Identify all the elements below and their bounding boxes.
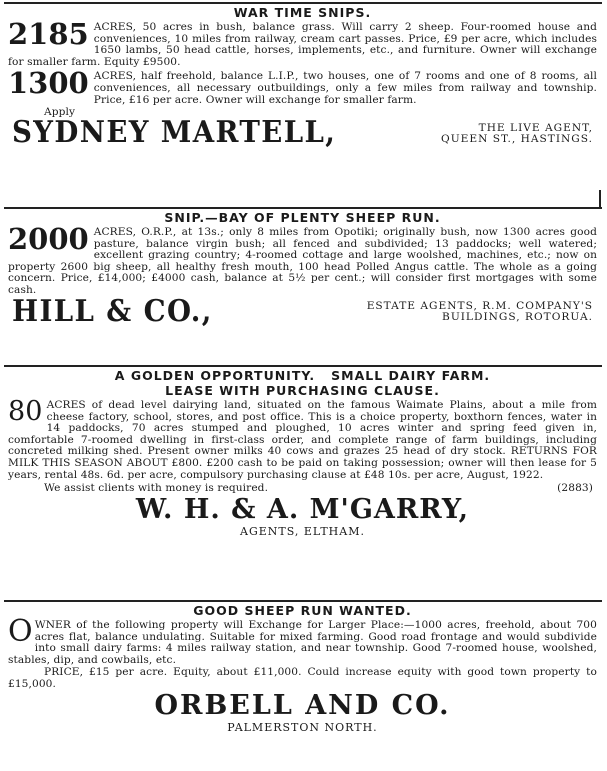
ad-golden-opportunity (8, 368, 597, 538)
ad3-assist-row (8, 483, 597, 495)
ad1-agent-line2: QUEEN ST., HASTINGS. (441, 132, 593, 145)
ad2-agent-name: HILL & CO., (12, 293, 213, 329)
rule-2 (4, 365, 602, 367)
ad4-listing (8, 614, 597, 666)
ad3-agent-line1: AGENTS, ELTHAM. (240, 525, 365, 539)
ad2-agent-address (367, 301, 593, 323)
ad1-acreage-1: 2185 (8, 17, 89, 51)
rule-3 (4, 600, 602, 602)
ad1-agent-address (441, 123, 593, 145)
ad3-agent-name: W. H. & A. M'GARRY, (135, 494, 470, 526)
ad1-listing-1 (8, 17, 597, 68)
side-rule (599, 190, 601, 208)
ad3-acreage: 80 (8, 396, 43, 427)
ad1-heading: WAR TIME SNIPS. (233, 5, 372, 20)
ad1-apply: Apply (44, 106, 76, 119)
ad1-agent (8, 114, 597, 151)
ad2-listing (8, 222, 597, 297)
ad2-heading: SNIP.—BAY OF PLENTY SHEEP RUN. (164, 210, 441, 225)
ad2-agent-line2: BUILDINGS, ROTORUA. (442, 310, 593, 323)
ad1-agent-name: SYDNEY MARTELL, (12, 114, 337, 150)
ad3-heading-2: LEASE WITH PURCHASING CLAUSE. (165, 383, 440, 398)
ad1-text-2: ACRES, half freehold, balance L.I.P., two houses, one of 7 rooms and one of 8 rooms, all conveniences, all necessary outbuildings, only a few miles from railway and township. Price, £16 per acre. Owner will exchange for smaller farm. (93, 70, 597, 106)
ad-bay-of-plenty (8, 210, 597, 329)
ad3-assist: We assist clients with money is required. (44, 482, 269, 495)
ad4-drop-cap: O (8, 614, 33, 649)
rule-1 (4, 207, 602, 209)
ad4-text-2: PRICE, £15 per acre. Equity, about £11,000. Could increase equity with good town property to £15,000. (8, 666, 597, 690)
ad2-agent (8, 293, 597, 329)
ad3-ref: (2883) (557, 482, 593, 495)
ad-war-time-snips (8, 5, 597, 151)
ad1-listing-2 (8, 66, 597, 106)
ad3-text: ACRES of dead level dairying land, situated on the famous Waimate Plains, about a mile from cheese factory, school, stores, and post office. This is a choice property, boxthorn fences, water in 14 paddocks, 70 acres stumped and ploughed, 10 acres winter and spring feed given in, comfortable 7-roomed dwelling in first-class order, and complete range of farm buildings, including concreted milking shed. Present owner milks 40 cows and grazes 25 head of dry stock. RETURNS FOR MILK THIS SEASON ABOUT £800. £200 cash to be paid on taking possession; owner will then lease for 5 years, rental 48s. 6d. per acre, compulsory purchasing clause at £48 10s. per acre, August, 1922. (8, 399, 597, 481)
ad4-agent-name: ORBELL AND CO. (154, 689, 451, 721)
ad2-agent-line1: ESTATE AGENTS, R.M. COMPANY'S (366, 299, 593, 312)
ad3-heading-1: A GOLDEN OPPORTUNITY. SMALL DAIRY FARM. (114, 368, 491, 383)
top-rule (4, 2, 602, 4)
ad1-agent-line1: THE LIVE AGENT, (478, 121, 593, 134)
ad1-text-1: ACRES, 50 acres in bush, balance grass. Will carry 2 sheep. Four-roomed house and conveniences, 10 miles from railway, cream cart passes. Price, £9 per acre, which includes 1650 lambs, 50 head cattle, horses, implements, etc., and furniture. Owner will exchange for smaller farm. Equity £9500. (8, 21, 597, 68)
ad2-acreage: 2000 (8, 222, 89, 256)
ad4-agent-line1: PALMERSTON NORTH. (227, 720, 378, 734)
ad1-acreage-2: 1300 (8, 66, 89, 101)
ad4-text-1: WNER of the following property will Exchange for Larger Place:—1000 acres, freehold, about 700 acres flat, balance undulating. Suitable for mixed farming. Good road frontage and would subdivide into small dairy farms: 4 miles railway station, and near township. Good 7-roomed house, woolshed, stables, dip, and cowbails, etc. (8, 619, 597, 666)
ad-good-sheep-run (8, 603, 597, 734)
ad3-listing (8, 396, 597, 481)
ad4-heading: GOOD SHEEP RUN WANTED. (193, 603, 412, 618)
ad2-text: ACRES, O.R.P., at 13s.; only 8 miles from Opotiki; originally bush, now 1300 acres good pasture, balance virgin bush; all fenced and subdivided; 13 paddocks; well watered; excellent grazing country; 4-roomed cottage and large woolshed, machines, etc.; now on property 2600 big sheep, all healthy fresh mouth, 100 head Polled Angus cattle. The whole as a going concern. Price, £14,000; £4000 cash, balance at 5½ per cent.; will consider first mortgages with some cash. (8, 226, 597, 296)
